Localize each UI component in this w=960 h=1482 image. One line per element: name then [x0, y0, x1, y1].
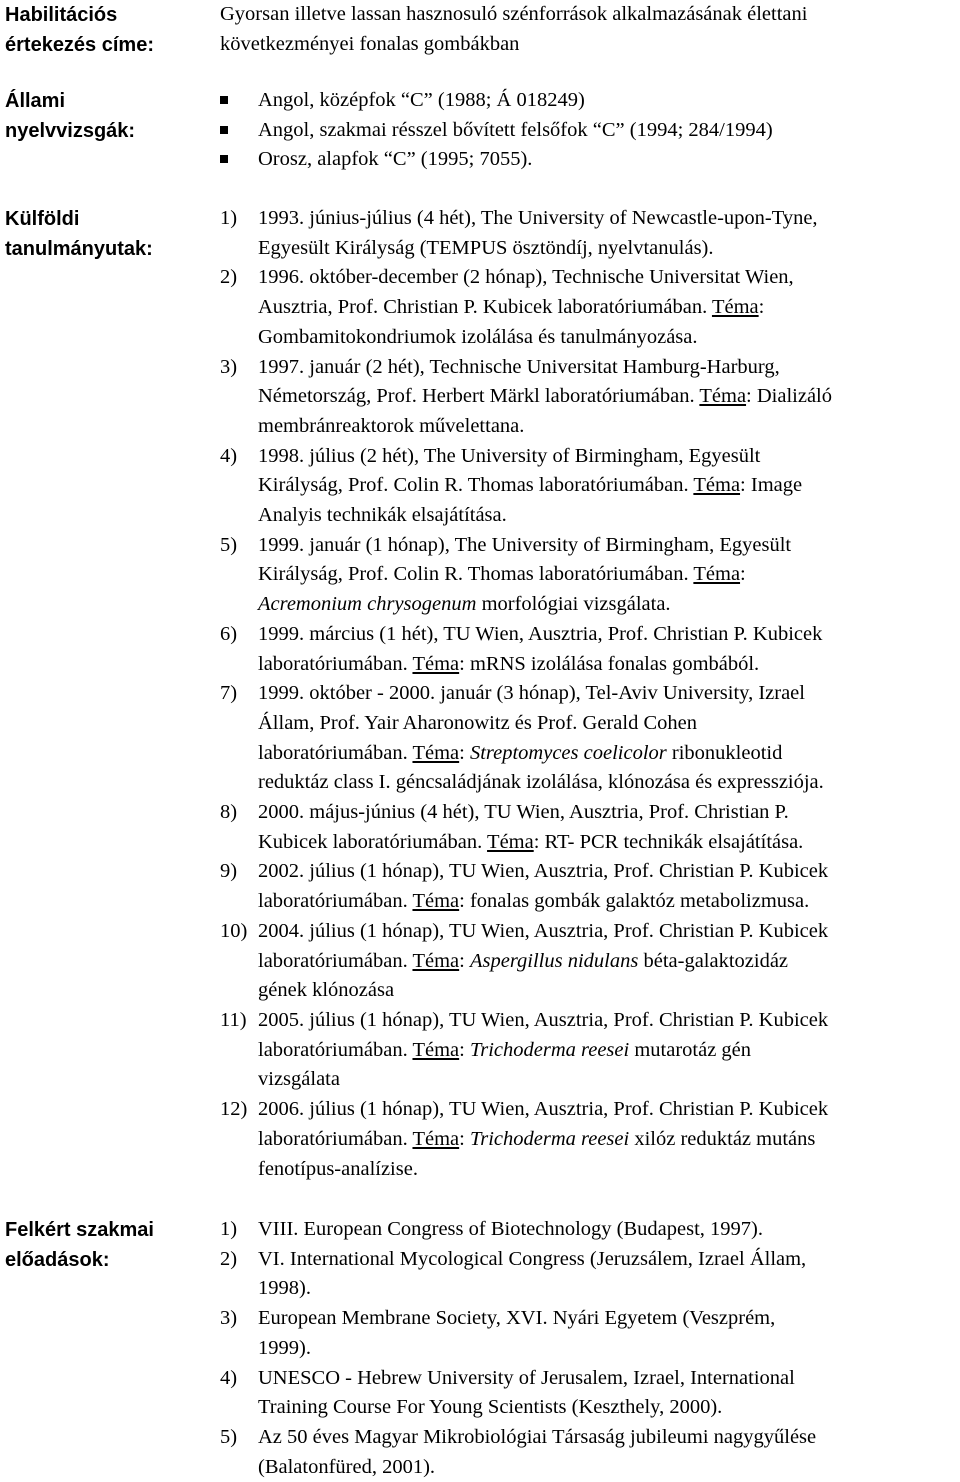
item-number: 3)	[220, 355, 238, 378]
item-line: membránreaktorok művelettana.	[258, 414, 525, 437]
item-line: European Membrane Society, XVI. Nyári Egyetem (Veszprém,	[258, 1307, 776, 1330]
item-number: 7)	[220, 682, 238, 705]
lecture-item	[220, 1215, 960, 1245]
topic-word: Téma	[412, 1127, 460, 1150]
abroad-item	[220, 263, 960, 352]
item-line-text: Királyság, Prof. Colin R. Thomas laboratóriumában.	[258, 563, 694, 586]
item-line: Egyesült Királyság (TEMPUS ösztöndíj, nyelvtanulás).	[258, 236, 714, 259]
item-line: UNESCO - Hebrew University of Jerusalem, Izrael, International	[258, 1366, 795, 1389]
item-line	[258, 1036, 960, 1066]
species-name: Aspergillus nidulans	[469, 949, 639, 972]
topic-text: : Dializáló	[746, 385, 833, 408]
abroad-item	[220, 620, 960, 679]
item-line: (Balatonfüred, 2001).	[258, 1455, 436, 1478]
topic-text: :	[459, 949, 470, 972]
topic-word: Téma	[412, 652, 460, 675]
item-line-text: laboratóriumában.	[258, 1038, 413, 1061]
item-line: gének klónozása	[258, 979, 395, 1002]
abroad-item	[220, 531, 960, 620]
item-line: 1993. június-július (4 hét), The University of Newcastle-upon-Tyne,	[258, 207, 818, 229]
item-line-text: Ausztria, Prof. Christian P. Kubicek laboratóriumában.	[258, 296, 712, 319]
abroad-item	[220, 857, 960, 916]
item-number: 3)	[220, 1307, 238, 1330]
lecture-item	[220, 1423, 960, 1482]
topic-word: Téma	[693, 474, 741, 497]
item-number: 11)	[220, 1008, 247, 1031]
item-line: 1999).	[258, 1336, 311, 1359]
item-line: Training Course For Young Scientists (Keszthely, 2000).	[258, 1396, 723, 1419]
topic-word: Téma	[693, 563, 741, 586]
item-line: 2005. július (1 hónap), TU Wien, Ausztria, Prof. Christian P. Kubicek	[258, 1008, 829, 1031]
item-line-text: laboratóriumában.	[258, 652, 413, 675]
item-line: VI. International Mycological Congress (Jeruzsálem, Izrael Állam,	[258, 1247, 807, 1270]
abroad-item	[220, 1006, 960, 1095]
item-number: 2)	[220, 1247, 238, 1270]
language-item: Angol, középfok “C” (1988; Á 018249)	[220, 86, 960, 116]
item-number: 5)	[220, 533, 238, 556]
lectures-label: Felkért szakmai előadások:	[5, 1219, 154, 1271]
item-number: 2)	[220, 266, 238, 289]
item-line	[258, 1125, 960, 1155]
abroad-list	[220, 204, 960, 1184]
item-line: VIII. European Congress of Biotechnology (Budapest, 1997).	[258, 1218, 763, 1240]
item-number: 10)	[220, 919, 248, 942]
item-line: 1999. október - 2000. január (3 hónap), Tel-Aviv University, Izrael	[258, 682, 805, 705]
topic-text: :	[758, 296, 765, 319]
topic-word: Téma	[412, 741, 460, 764]
item-line	[258, 293, 960, 323]
item-number: 6)	[220, 622, 238, 645]
item-line: Gombamitokondriumok izolálása és tanulmányozása.	[258, 325, 698, 348]
item-line-text: laboratóriumában.	[258, 890, 413, 913]
species-name: Trichoderma reesei	[469, 1127, 630, 1150]
item-line-text: béta-galaktozidáz	[638, 949, 789, 972]
item-line: fenotípus-analízise.	[258, 1157, 418, 1180]
abroad-item	[220, 442, 960, 531]
abroad-item	[220, 353, 960, 442]
topic-text: :	[459, 741, 470, 764]
languages-list	[220, 86, 960, 175]
item-number: 1)	[220, 1218, 238, 1240]
item-line	[258, 560, 960, 590]
item-line: 1999. január (1 hónap), The University of Birmingham, Egyesült	[258, 533, 792, 556]
item-number: 4)	[220, 1366, 238, 1389]
lecture-item	[220, 1304, 960, 1363]
topic-text: :	[459, 1127, 470, 1150]
item-number: 9)	[220, 860, 238, 883]
abroad-item	[220, 204, 960, 263]
item-line: Az 50 éves Magyar Mikrobiológiai Társaság jubileumi nagygyűlése	[258, 1425, 817, 1448]
item-number: 8)	[220, 801, 238, 824]
item-line: 2000. május-június (4 hét), TU Wien, Ausztria, Prof. Christian P.	[258, 801, 789, 824]
topic-text: :	[459, 1038, 470, 1061]
topic-text: : mRNS izolálása fonalas gombából.	[459, 652, 760, 675]
thesis-label: Habilitációs értekezés címe:	[5, 4, 154, 56]
item-line-text: laboratóriumában.	[258, 1127, 413, 1150]
item-line: 1999. március (1 hét), TU Wien, Ausztria, Prof. Christian P. Kubicek	[258, 622, 823, 645]
language-item: Orosz, alapfok “C” (1995; 7055).	[220, 145, 960, 175]
topic-text: : Image	[740, 474, 803, 497]
bullet-square-icon	[220, 96, 228, 104]
item-line: 2002. július (1 hónap), TU Wien, Ausztria, Prof. Christian P. Kubicek	[258, 860, 829, 883]
item-line: 1998).	[258, 1277, 311, 1300]
item-line: Analyis technikák elsajátítása.	[258, 504, 507, 527]
lecture-item	[220, 1245, 960, 1304]
abroad-item	[220, 1095, 960, 1184]
item-line	[258, 828, 960, 858]
item-number: 4)	[220, 444, 238, 467]
topic-text: :	[740, 563, 746, 586]
abroad-item	[220, 917, 960, 1006]
topic-text: : fonalas gombák galaktóz metabolizmusa.	[459, 890, 810, 913]
item-number: 12)	[220, 1098, 248, 1121]
bullet-square-icon	[220, 155, 228, 163]
item-number: 1)	[220, 207, 238, 229]
abroad-label: Külföldi tanulmányutak:	[5, 208, 153, 260]
item-line: 1998. július (2 hét), The University of Birmingham, Egyesült	[258, 444, 761, 467]
item-line: reduktáz class I. géncsaládjának izolálása, klónozása és expressziója.	[258, 771, 824, 794]
species-name: Streptomyces coelicolor	[469, 741, 667, 764]
lectures-list	[220, 1215, 960, 1482]
item-line-text: Királyság, Prof. Colin R. Thomas laboratóriumában.	[258, 474, 694, 497]
topic-word: Téma	[412, 1038, 460, 1061]
item-line	[258, 590, 960, 620]
item-line: Állam, Prof. Yair Aharonowitz és Prof. Gerald Cohen	[258, 711, 697, 734]
item-line: 1996. október-december (2 hónap), Technische Universitat Wien,	[258, 266, 794, 289]
topic-word: Téma	[711, 296, 759, 319]
topic-word: Téma	[412, 949, 460, 972]
item-line-text: mutarotáz gén	[629, 1038, 752, 1061]
item-number: 5)	[220, 1425, 238, 1448]
item-line: vizsgálata	[258, 1068, 340, 1091]
abroad-item	[220, 798, 960, 857]
item-line	[258, 471, 960, 501]
language-item: Angol, szakmai résszel bővített felsőfok “C” (1994; 284/1994)	[220, 116, 960, 146]
abroad-item	[220, 679, 960, 798]
item-line	[258, 887, 960, 917]
item-line	[258, 382, 960, 412]
item-line	[258, 947, 960, 977]
thesis-title: Gyorsan illetve lassan hasznosuló szénforrások alkalmazásának élettani következményei fonalas gombákban	[220, 3, 808, 55]
item-line: 2004. július (1 hónap), TU Wien, Ausztria, Prof. Christian P. Kubicek	[258, 919, 829, 942]
item-line-text: Németország, Prof. Herbert Märkl laboratóriumában.	[258, 385, 700, 408]
topic-text: : RT- PCR technikák elsajátítása.	[533, 830, 804, 853]
item-line-text: xilóz reduktáz mutáns	[629, 1127, 816, 1150]
item-line-text: Kubicek laboratóriumában.	[258, 830, 488, 853]
item-line: 2006. július (1 hónap), TU Wien, Ausztria, Prof. Christian P. Kubicek	[258, 1098, 829, 1121]
item-line-text: morfológiai vizsgálata.	[476, 593, 671, 616]
item-line: 1997. január (2 hét), Technische Universitat Hamburg-Harburg,	[258, 355, 780, 378]
item-line	[258, 739, 960, 769]
item-line	[258, 650, 960, 680]
lecture-item	[220, 1364, 960, 1423]
topic-word: Téma	[699, 385, 747, 408]
topic-word: Téma	[412, 890, 460, 913]
species-name: Trichoderma reesei	[469, 1038, 630, 1061]
item-line-text: laboratóriumában.	[258, 741, 413, 764]
topic-word: Téma	[487, 830, 534, 853]
item-line-text: ribonukleotid	[666, 741, 783, 764]
species-name: Acremonium chrysogenum	[258, 593, 477, 616]
languages-label: Állami nyelvvizsgák:	[5, 90, 136, 142]
item-line-text: laboratóriumában.	[258, 949, 413, 972]
bullet-square-icon	[220, 126, 228, 134]
